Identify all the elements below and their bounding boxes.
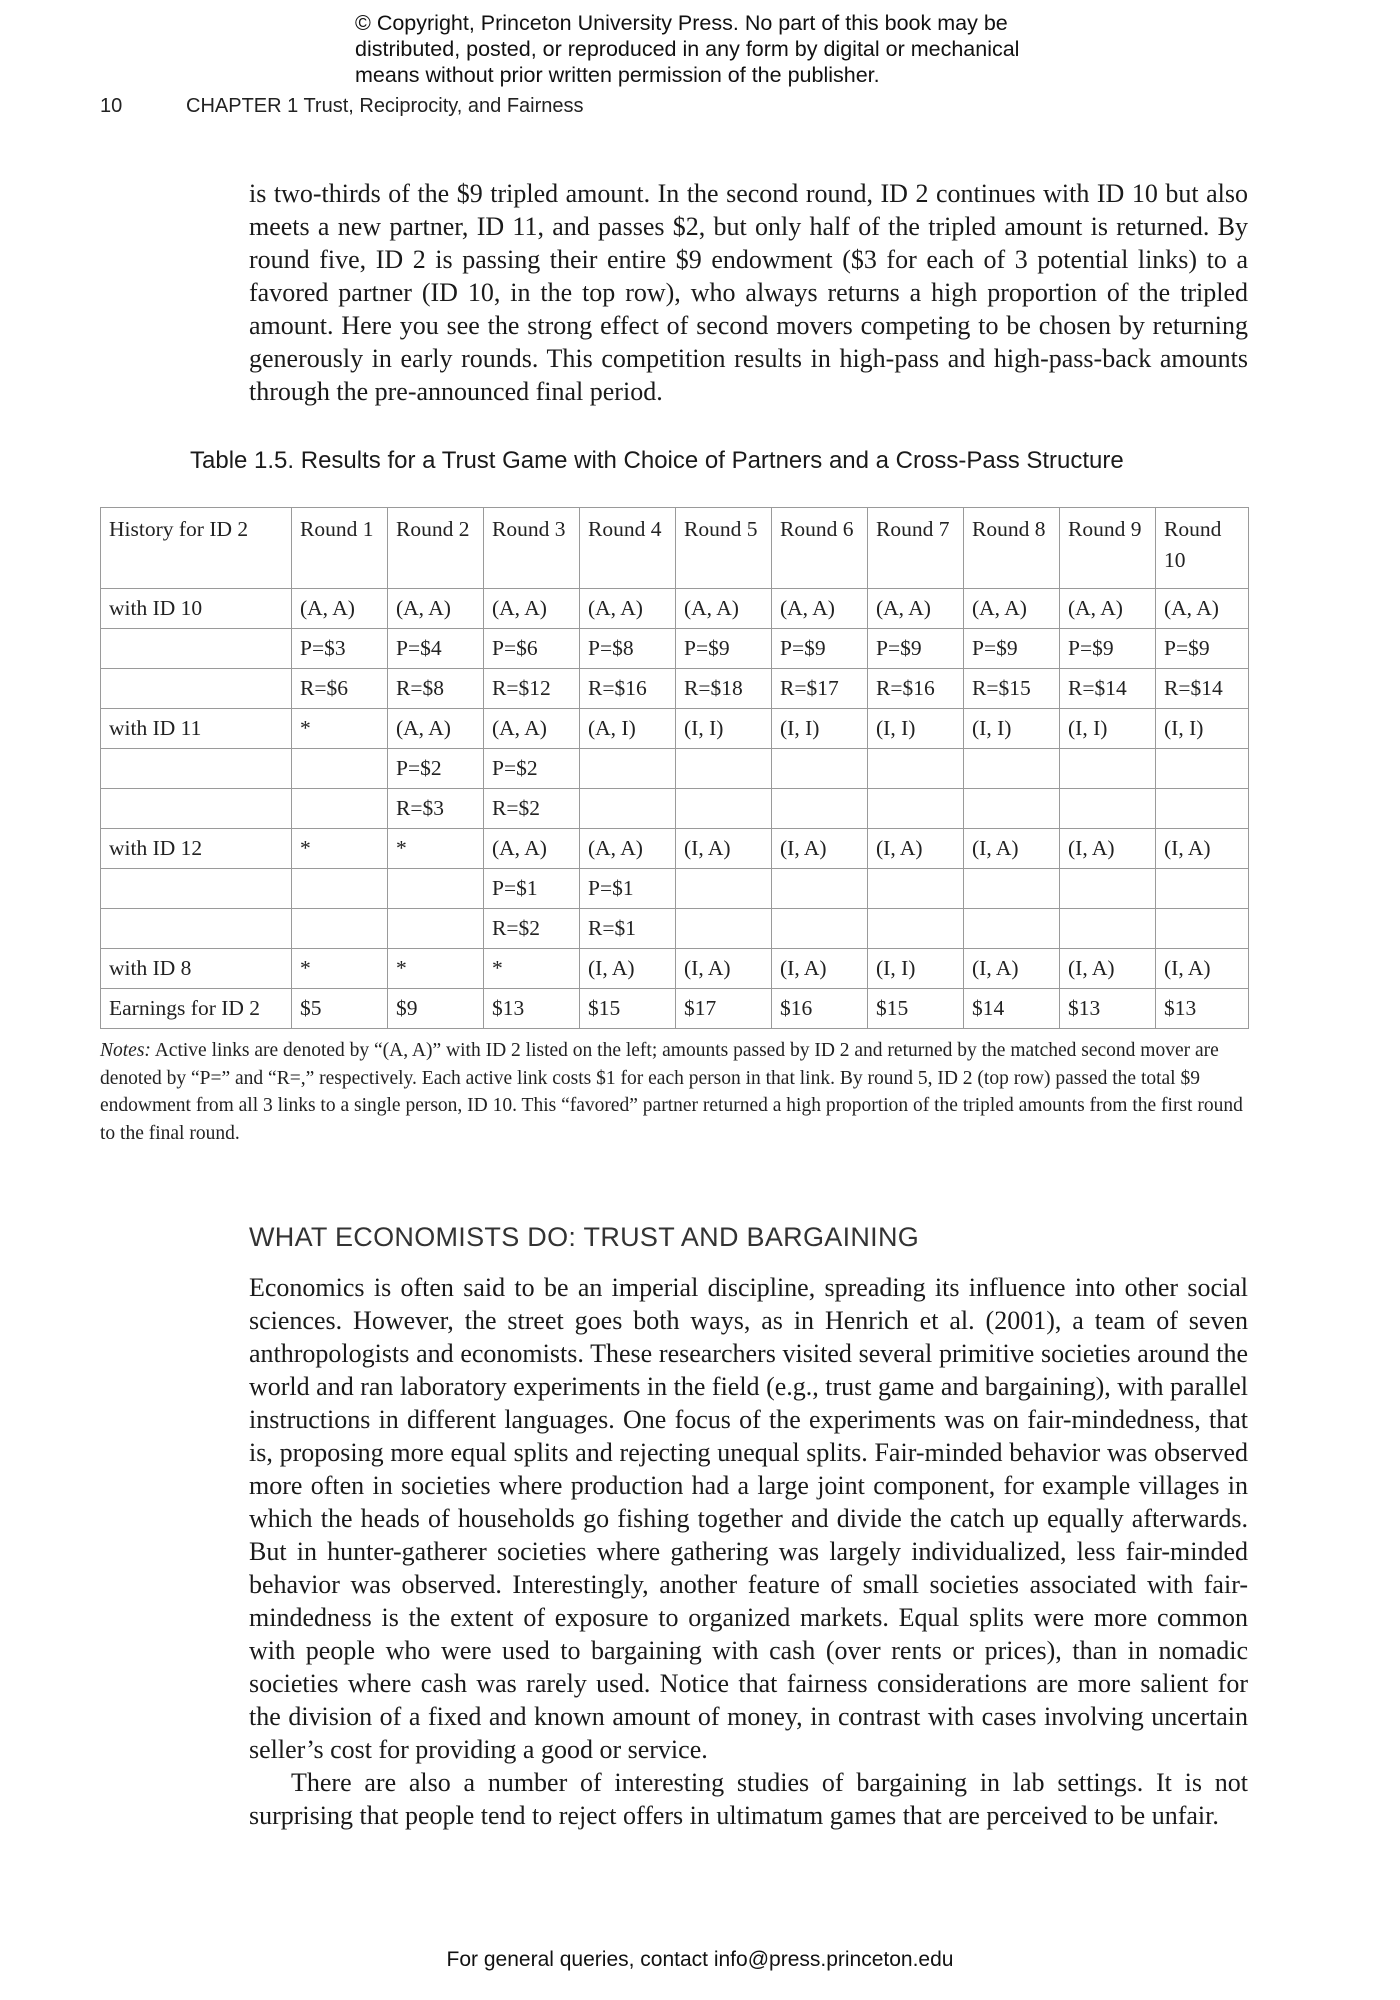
table-cell: P=$9 (1156, 629, 1249, 669)
table-cell: (A, A) (964, 589, 1060, 629)
header-history-cell: History for ID 2 (101, 508, 292, 589)
table-cell: R=$1 (580, 909, 676, 949)
table-row (101, 909, 1249, 949)
table-cell: (I, A) (580, 949, 676, 989)
table-header-row (101, 508, 1249, 589)
notes-label: Notes: (100, 1040, 151, 1061)
header-round-cell: Round 10 (1156, 508, 1249, 589)
copyright-notice (355, 10, 1075, 88)
table-cell: R=$18 (676, 669, 772, 709)
table-cell (1156, 749, 1249, 789)
page-number: 10 (100, 95, 123, 117)
row-label-cell: Earnings for ID 2 (101, 989, 292, 1029)
table-cell: (I, I) (1060, 709, 1156, 749)
table-cell (388, 909, 484, 949)
table-body (101, 508, 1249, 1029)
row-label-cell: with ID 8 (101, 949, 292, 989)
table-cell: P=$1 (580, 869, 676, 909)
row-label-cell (101, 749, 292, 789)
table-cell: * (484, 949, 580, 989)
table-cell: (A, A) (580, 829, 676, 869)
table-cell: $15 (580, 989, 676, 1029)
row-label-cell: with ID 11 (101, 709, 292, 749)
section-paragraph-1: Economics is often said to be an imperial discipline, spreading its influence into other social sciences. However, the street goes both ways, as in Henrich et al. (2001), a team of seven anthropologists and economists. These researchers visited several primitive societies around the world and ran laboratory experiments in the field (e.g., trust game and bargaining), with parallel instructions in different languages. One focus of the experiments was on fair-mindedness, that is, proposing more equal splits and rejecting unequal splits. Fair-minded behavior was observed more often in societies where production had a large joint component, for example villages in which the heads of households go fishing together and divide the catch up equally afterwards. But in hunter-gatherer societies where gathering was largely individualized, less fair-minded behavior was observed. Interestingly, another feature of small societies associated with fair-mindedness is the extent of exposure to organized markets. Equal splits were more common with people who were used to bargaining with cash (over rents or prices), than in nomadic societies where cash was rarely used. Notice that fairness considerations are more salient for the division of a fixed and known amount of money, in contrast with cases involving uncertain seller’s cost for providing a good or service. (249, 1273, 1248, 1764)
intro-paragraph: is two-thirds of the $9 tripled amount. In the second round, ID 2 continues with ID 10 but also meets a new partner, ID 11, and passes $2, but only half of the tripled amount is returned. By round five, ID 2 is passing their entire $9 endowment ($3 for each of 3 potential links) to a favored partner (ID 10, in the top row), who always returns a high proportion of the tripled amount. Here you see the strong effect of second movers competing to be chosen by returning generously in early rounds. This competition results in high-pass and high-pass-back amounts through the pre-announced final period. (249, 179, 1248, 406)
table-cell (1060, 909, 1156, 949)
table-row (101, 669, 1249, 709)
header-round-cell: Round 2 (388, 508, 484, 589)
table-cell (868, 789, 964, 829)
table-row (101, 629, 1249, 669)
table-cell: (I, I) (1156, 709, 1249, 749)
table-cell: (I, A) (1156, 829, 1249, 869)
header-round-cell: Round 3 (484, 508, 580, 589)
table-cell: (I, A) (964, 829, 1060, 869)
table-cell: R=$16 (868, 669, 964, 709)
table-cell: P=$9 (868, 629, 964, 669)
section-heading: WHAT ECONOMISTS DO: TRUST AND BARGAINING (249, 1222, 920, 1252)
running-head (100, 95, 584, 118)
table-cell: (A, A) (388, 589, 484, 629)
table-cell: R=$8 (388, 669, 484, 709)
table-cell: P=$8 (580, 629, 676, 669)
table-cell (1156, 789, 1249, 829)
header-round-cell: Round 9 (1060, 508, 1156, 589)
table-cell (772, 789, 868, 829)
table-cell: $13 (1060, 989, 1156, 1029)
table-cell: (I, A) (868, 829, 964, 869)
header-round-cell: Round 5 (676, 508, 772, 589)
header-round-cell: Round 6 (772, 508, 868, 589)
row-label-cell (101, 789, 292, 829)
table-cell (676, 749, 772, 789)
table-cell (1060, 869, 1156, 909)
row-label-cell (101, 909, 292, 949)
table-cell: (I, A) (1060, 949, 1156, 989)
row-label-cell: with ID 10 (101, 589, 292, 629)
table-cell: R=$14 (1060, 669, 1156, 709)
table-cell (772, 869, 868, 909)
table-cell: * (292, 949, 388, 989)
table-cell (964, 909, 1060, 949)
table-cell (1156, 869, 1249, 909)
table-cell: R=$14 (1156, 669, 1249, 709)
table-cell: * (292, 829, 388, 869)
table-cell: (A, A) (484, 709, 580, 749)
table-row (101, 589, 1249, 629)
table-row (101, 709, 1249, 749)
footer-contact: For general queries, contact info@press.princeton.edu (446, 1948, 954, 1971)
table-cell: (A, A) (676, 589, 772, 629)
table-cell (964, 869, 1060, 909)
section-text-block (249, 1271, 1248, 1832)
table-cell: (I, A) (964, 949, 1060, 989)
table-cell: $16 (772, 989, 868, 1029)
table-cell (292, 749, 388, 789)
table-cell: R=$15 (964, 669, 1060, 709)
table-cell (964, 789, 1060, 829)
row-label-cell (101, 669, 292, 709)
table-cell: (A, A) (388, 709, 484, 749)
row-label-cell (101, 869, 292, 909)
table-cell: (I, I) (868, 709, 964, 749)
chapter-title: CHAPTER 1 Trust, Reciprocity, and Fairness (186, 95, 584, 117)
table-cell: R=$2 (484, 789, 580, 829)
table-cell: (I, A) (772, 829, 868, 869)
table-cell: $9 (388, 989, 484, 1029)
table-cell: R=$2 (484, 909, 580, 949)
table-cell (964, 749, 1060, 789)
table-cell (1156, 909, 1249, 949)
table-cell: R=$3 (388, 789, 484, 829)
table-cell: R=$6 (292, 669, 388, 709)
section-paragraph-2: There are also a number of interesting studies of bargaining in lab settings. It is not surprising that people tend to reject offers in ultimatum games that are perceived to be unfair. (249, 1768, 1248, 1830)
table-cell (676, 789, 772, 829)
table-cell: P=$2 (388, 749, 484, 789)
table-cell (772, 909, 868, 949)
table-cell: (I, A) (772, 949, 868, 989)
results-table (100, 507, 1249, 1029)
table-cell (772, 749, 868, 789)
table-row (101, 749, 1249, 789)
table-cell: P=$2 (484, 749, 580, 789)
table-cell (1060, 749, 1156, 789)
table-cell (292, 789, 388, 829)
table-row (101, 829, 1249, 869)
table-cell: P=$6 (484, 629, 580, 669)
table-cell: $14 (964, 989, 1060, 1029)
table-cell: (A, A) (772, 589, 868, 629)
table-cell: (I, A) (676, 949, 772, 989)
table-cell (868, 749, 964, 789)
table-cell: (A, A) (580, 589, 676, 629)
header-round-cell: Round 1 (292, 508, 388, 589)
notes-text: Active links are denoted by “(A, A)” with ID 2 listed on the left; amounts passed by ID 2 and returned by the matched second mover are denoted by “P=” and “R=,” respectively. Each active link costs $1 for each person in that link. By round 5, ID 2 (top row) passed the total $9 endowment from all 3 links to a single person, ID 10. This “favored” partner returned a high proportion of the tripled amounts from the first round to the final round. (100, 1040, 1243, 1144)
table-cell: * (292, 709, 388, 749)
table-cell (580, 789, 676, 829)
table-row (101, 789, 1249, 829)
table-cell: P=$9 (676, 629, 772, 669)
table-cell: (I, I) (868, 949, 964, 989)
table-cell: (I, I) (676, 709, 772, 749)
table-cell: (I, I) (772, 709, 868, 749)
header-round-cell: Round 4 (580, 508, 676, 589)
table-cell: (I, A) (1156, 949, 1249, 989)
table-cell: (A, I) (580, 709, 676, 749)
table-cell: $13 (1156, 989, 1249, 1029)
copyright-line-1: © Copyright, Princeton University Press. No part of this book may be (355, 11, 1008, 35)
table-cell (868, 869, 964, 909)
header-round-cell: Round 8 (964, 508, 1060, 589)
table-cell: P=$9 (772, 629, 868, 669)
table-cell (868, 909, 964, 949)
table-cell (292, 909, 388, 949)
header-round-cell: Round 7 (868, 508, 964, 589)
table-cell: * (388, 829, 484, 869)
table-cell (292, 869, 388, 909)
row-label-cell: with ID 12 (101, 829, 292, 869)
table-cell: P=$9 (964, 629, 1060, 669)
table-cell: (A, A) (868, 589, 964, 629)
table-caption: Table 1.5. Results for a Trust Game with Choice of Partners and a Cross-Pass Structure (190, 447, 1124, 474)
table-cell: (I, A) (676, 829, 772, 869)
table-cell: (A, A) (1060, 589, 1156, 629)
table-cell: $17 (676, 989, 772, 1029)
copyright-line-3: means without prior written permission of the publisher. (355, 63, 880, 87)
table-cell: R=$12 (484, 669, 580, 709)
table-cell: P=$3 (292, 629, 388, 669)
table-cell: R=$16 (580, 669, 676, 709)
table-cell: (I, A) (1060, 829, 1156, 869)
table-row (101, 949, 1249, 989)
intro-text-block (249, 177, 1248, 408)
table-cell: $15 (868, 989, 964, 1029)
table-cell: (A, A) (484, 589, 580, 629)
table-cell (580, 749, 676, 789)
table-cell: P=$9 (1060, 629, 1156, 669)
table-cell (676, 909, 772, 949)
table-cell: (A, A) (1156, 589, 1249, 629)
table-cell: P=$1 (484, 869, 580, 909)
table-cell: (I, I) (964, 709, 1060, 749)
row-label-cell (101, 629, 292, 669)
table-cell: (A, A) (484, 829, 580, 869)
table-row (101, 989, 1249, 1029)
table-cell (388, 869, 484, 909)
table-notes (100, 1037, 1250, 1147)
table-cell: (A, A) (292, 589, 388, 629)
table-cell: R=$17 (772, 669, 868, 709)
table-cell: * (388, 949, 484, 989)
table-cell (1060, 789, 1156, 829)
table-cell (676, 869, 772, 909)
table-cell: $13 (484, 989, 580, 1029)
table-cell: P=$4 (388, 629, 484, 669)
table-cell: $5 (292, 989, 388, 1029)
table-row (101, 869, 1249, 909)
copyright-line-2: distributed, posted, or reproduced in any form by digital or mechanical (355, 37, 1020, 61)
